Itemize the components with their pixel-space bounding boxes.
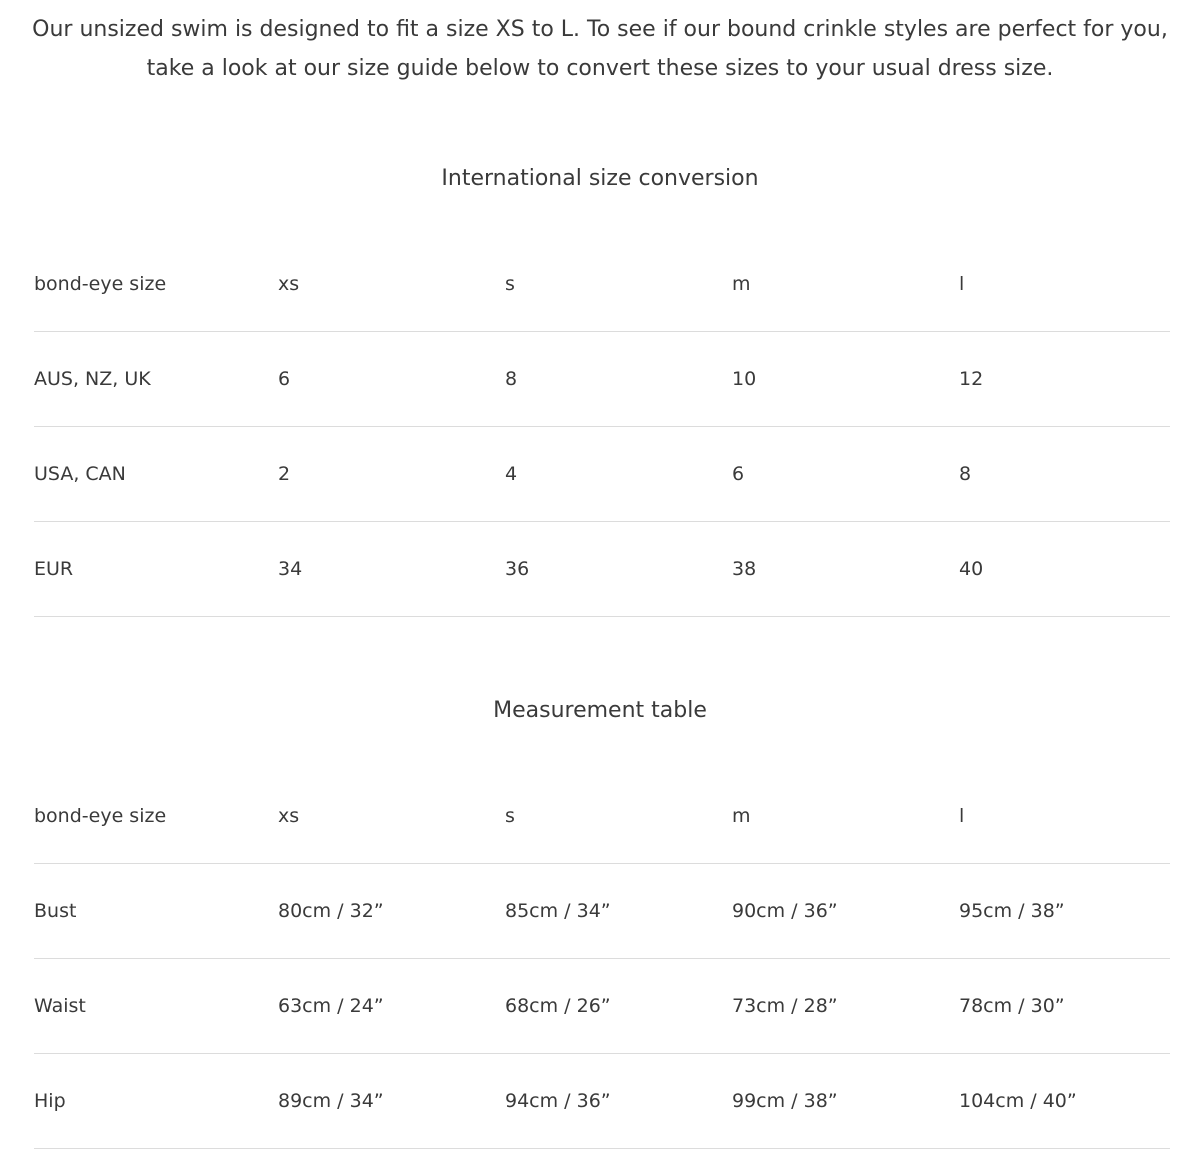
table-row-eur bbox=[34, 522, 1170, 617]
cell-s: 8 bbox=[505, 332, 732, 427]
row-label: bond-eye size bbox=[34, 769, 278, 864]
row-label: bond-eye size bbox=[34, 237, 278, 332]
row-label: Bust bbox=[34, 864, 278, 959]
cell-l: 95cm / 38” bbox=[959, 864, 1170, 959]
cell-l: 12 bbox=[959, 332, 1170, 427]
measurement-title: Measurement table bbox=[493, 698, 707, 723]
table-row-bond-eye-size bbox=[34, 237, 1170, 332]
measurement-table bbox=[34, 769, 1170, 1149]
intro-text: Our unsized swim is designed to fit a size XS to L. To see if our bound crinkle styles are perfect for you, take a look at our size guide below to convert these sizes to your usual dress size. bbox=[32, 17, 1168, 81]
conversion-table bbox=[34, 237, 1170, 617]
cell-m: 10 bbox=[732, 332, 959, 427]
row-label: USA, CAN bbox=[34, 427, 278, 522]
cell-s: 4 bbox=[505, 427, 732, 522]
cell-l: l bbox=[959, 237, 1170, 332]
cell-m: 6 bbox=[732, 427, 959, 522]
cell-l: 8 bbox=[959, 427, 1170, 522]
cell-s: s bbox=[505, 237, 732, 332]
table-row-hip bbox=[34, 1054, 1170, 1149]
cell-l: 40 bbox=[959, 522, 1170, 617]
table-row-bond-eye-size bbox=[34, 769, 1170, 864]
cell-s: 94cm / 36” bbox=[505, 1054, 732, 1149]
table-row-usa-can bbox=[34, 427, 1170, 522]
cell-xs: 89cm / 34” bbox=[278, 1054, 505, 1149]
row-label: EUR bbox=[34, 522, 278, 617]
table-row-waist bbox=[34, 959, 1170, 1054]
cell-xs: 80cm / 32” bbox=[278, 864, 505, 959]
cell-l: l bbox=[959, 769, 1170, 864]
cell-l: 104cm / 40” bbox=[959, 1054, 1170, 1149]
cell-xs: xs bbox=[278, 237, 505, 332]
cell-m: 90cm / 36” bbox=[732, 864, 959, 959]
table-row-aus-nz-uk bbox=[34, 332, 1170, 427]
cell-xs: 6 bbox=[278, 332, 505, 427]
cell-s: 85cm / 34” bbox=[505, 864, 732, 959]
cell-xs: 2 bbox=[278, 427, 505, 522]
cell-m: 38 bbox=[732, 522, 959, 617]
cell-l: 78cm / 30” bbox=[959, 959, 1170, 1054]
conversion-title: International size conversion bbox=[441, 166, 759, 191]
cell-m: 73cm / 28” bbox=[732, 959, 959, 1054]
row-label: Hip bbox=[34, 1054, 278, 1149]
cell-s: 36 bbox=[505, 522, 732, 617]
cell-s: s bbox=[505, 769, 732, 864]
cell-m: 99cm / 38” bbox=[732, 1054, 959, 1149]
cell-s: 68cm / 26” bbox=[505, 959, 732, 1054]
table-row-bust bbox=[34, 864, 1170, 959]
row-label: Waist bbox=[34, 959, 278, 1054]
cell-xs: xs bbox=[278, 769, 505, 864]
cell-m: m bbox=[732, 237, 959, 332]
cell-m: m bbox=[732, 769, 959, 864]
cell-xs: 63cm / 24” bbox=[278, 959, 505, 1054]
row-label: AUS, NZ, UK bbox=[34, 332, 278, 427]
cell-xs: 34 bbox=[278, 522, 505, 617]
